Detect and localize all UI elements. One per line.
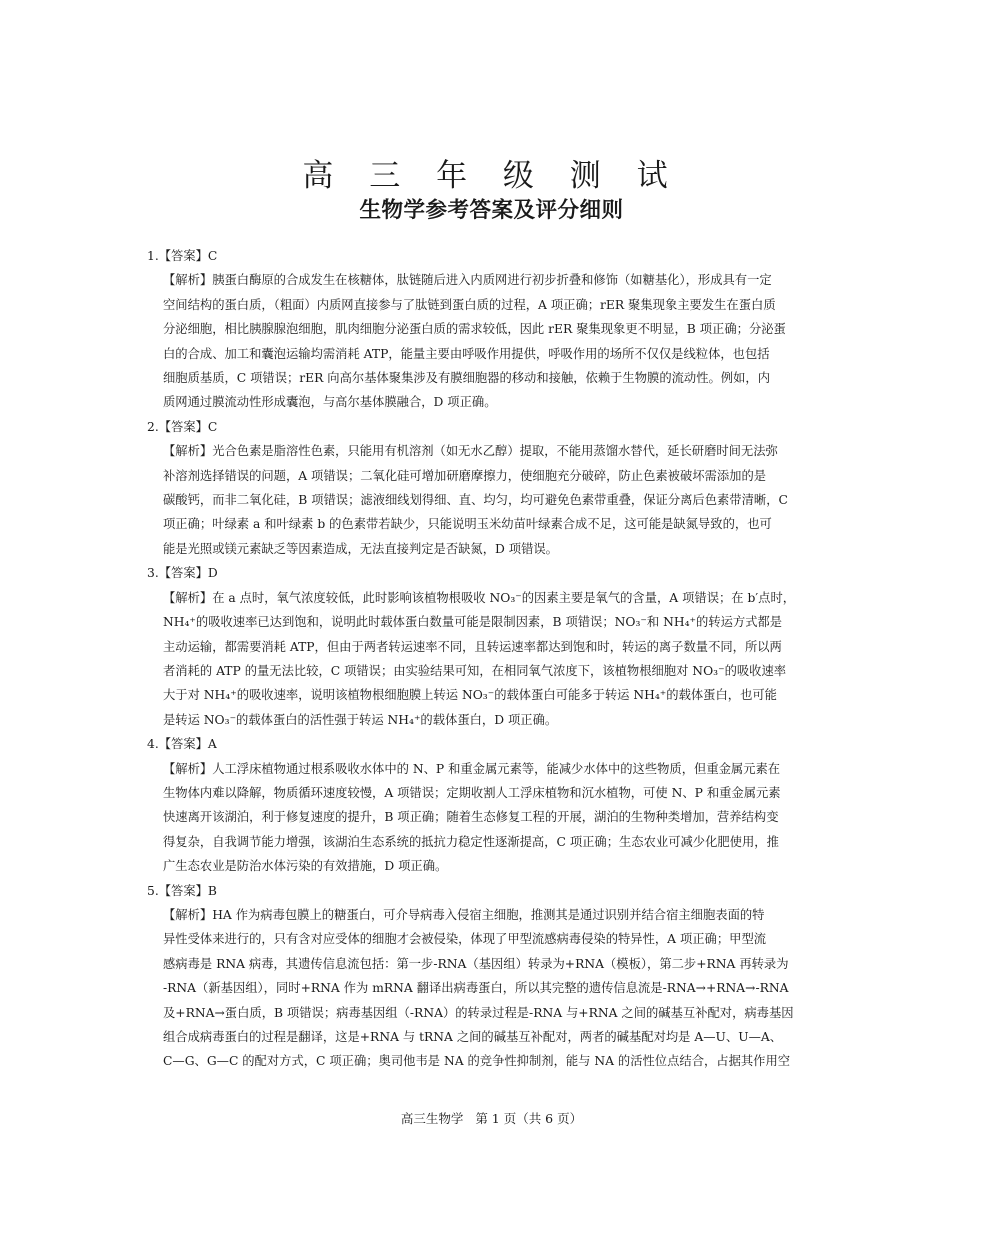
analysis-line: 补溶剂选择错误的问题，A 项错误；二氧化硅可增加研磨摩擦力，使细胞充分破碎，防止色素被破坏需添加的是 [163,468,767,483]
analysis-line: 项正确；叶绿素 a 和叶绿素 b 的色素带若缺少，只能说明玉米幼苗叶绿素合成不足，这可能是缺氮导致的，也可 [163,517,772,532]
analysis-line: 及+RNA→蛋白质，B 项错误；病毒基因组（-RNA）的转录过程是-RNA 与+RNA 之间的碱基互补配对，病毒基因 [163,1005,794,1020]
analysis-line: 异性受体来进行的，只有含对应受体的细胞才会被侵染，体现了甲型流感病毒侵染的特异性，A 项正确；甲型流 [163,932,767,947]
analysis-line: 者消耗的 ATP 的量无法比较，C 项错误；由实验结果可知，在相同氧气浓度下，该植物根细胞对 NO₃⁻的吸收速率 [163,663,787,678]
analysis-line: 生物体内难以降解，物质循环速度较慢，A 项错误；定期收割人工浮床植物和沉水植物，可使 N、P 和重金属元素 [163,785,781,800]
analysis-line: 广生态农业是防治水体污染的有效措施，D 项正确。 [163,859,448,874]
answer-line-1: 1.【答案】C [147,249,218,263]
answer-line-4: 4.【答案】A [147,737,217,752]
analysis-line: 组合成病毒蛋白的过程是翻译，这是+RNA 与 tRNA 之间的碱基互补配对，两者的碱基配对均是 A—U、U—A、 [163,1030,783,1044]
analysis-line: -RNA（新基因组），同时+RNA 作为 mRNA 翻译出病毒蛋白，所以其完整的遗传信息流是-RNA→+RNA→-RNA [163,981,789,996]
analysis-line: 能是光照或镁元素缺乏等因素造成，无法直接判定是否缺氮，D 项错误。 [163,541,558,556]
analysis-line: 细胞质基质，C 项错误；rER 向高尔基体聚集涉及有膜细胞器的移动和接触，依赖于生物膜的流动性。例如，内 [163,371,770,386]
page-footer [0,1109,983,1127]
analysis-line: 大于对 NH₄⁺的吸收速率，说明该植物根细胞膜上转运 NO₃⁻的载体蛋白可能多于转运 NH₄⁺的载体蛋白，也可能 [163,688,777,703]
analysis-line: 得复杂，自我调节能力增强，该湖泊生态系统的抵抗力稳定性逐渐提高，C 项正确；生态农业可减少化肥使用，推 [163,834,779,849]
analysis-line: 【解析】光合色素是脂溶性色素，只能用有机溶剂（如无水乙醇）提取，不能用蒸馏水替代，延长研磨时间无法弥 [163,444,778,459]
analysis-line: 感病毒是 RNA 病毒，其遗传信息流包括：第一步-RNA（基因组）转录为+RNA（模板），第二步+RNA 再转录为 [163,956,789,971]
analysis-line: 空间结构的蛋白质，（粗面）内质网直接参与了肽链到蛋白质的过程，A 项正确；rER 聚集现象主要发生在蛋白质 [163,297,776,312]
analysis-line: 主动运输，都需要消耗 ATP，但由于两者转运速率不同，且转运速率都达到饱和时，转运的离子数量不同，所以两 [163,639,782,654]
analysis-line: 【解析】胰蛋白酶原的合成发生在核糖体，肽链随后进入内质网进行初步折叠和修饰（如糖基化），形成具有一定 [163,273,772,288]
footer-subject: 高三生物学 [400,1111,464,1126]
analysis-line: 是转运 NO₃⁻的载体蛋白的活性强于转运 NH₄⁺的载体蛋白，D 项正确。 [163,712,558,727]
analysis-line: 碳酸钙，而非二氧化硅，B 项错误；滤液细线划得细、直、均匀，均可避免色素带重叠，保证分离后色素带清晰，C [163,493,788,508]
analysis-line: 【解析】人工浮床植物通过根系吸收水体中的 N、P 和重金属元素等，能减少水体中的这些物质，但重金属元素在 [163,761,781,776]
analysis-line: C—G、G—C 的配对方式，C 项正确；奥司他韦是 NA 的竞争性抑制剂，能与 NA 的活性位点结合，占据其作用空 [163,1054,791,1069]
analysis-line: 【解析】在 a 点时，氧气浓度较低，此时影响该植物根吸收 NO₃⁻的因素主要是氧气的含量，A 项错误；在 b′点时， [163,590,796,605]
answer-line-5: 5.【答案】B [147,883,217,898]
answer-line-2: 2.【答案】C [147,419,218,434]
page-subtitle: 生物学参考答案及评分细则 [359,198,624,223]
analysis-line: 质网通过膜流动性形成囊泡，与高尔基体膜融合，D 项正确。 [163,395,497,410]
page-title: 高 三 年 级 测 试 [302,158,681,194]
analysis-line: 分泌细胞，相比胰腺腺泡细胞，肌肉细胞分泌蛋白质的需求较低，因此 rER 聚集现象更不明显，B 项正确；分泌蛋 [163,322,786,337]
footer-page-number: 第 1 页（共 6 页） [475,1111,583,1126]
analysis-line: 【解析】HA 作为病毒包膜上的糖蛋白，可介导病毒入侵宿主细胞，推测其是通过识别并结合宿主细胞表面的特 [163,907,765,922]
answer-list [147,244,835,1074]
answer-line-3: 3.【答案】D [147,566,218,581]
analysis-line: 快速离开该湖泊，利于修复速度的提升，B 项正确；随着生态修复工程的开展，湖泊的生物种类增加，营养结构变 [163,810,779,825]
analysis-line: NH₄⁺的吸收速率已达到饱和，说明此时载体蛋白数量可能是限制因素，B 项错误；NO₃⁻和 NH₄⁺的转运方式都是 [163,615,783,630]
analysis-line: 白的合成、加工和囊泡运输均需消耗 ATP，能量主要由呼吸作用提供，呼吸作用的场所不仅仅是线粒体，也包括 [163,346,770,361]
